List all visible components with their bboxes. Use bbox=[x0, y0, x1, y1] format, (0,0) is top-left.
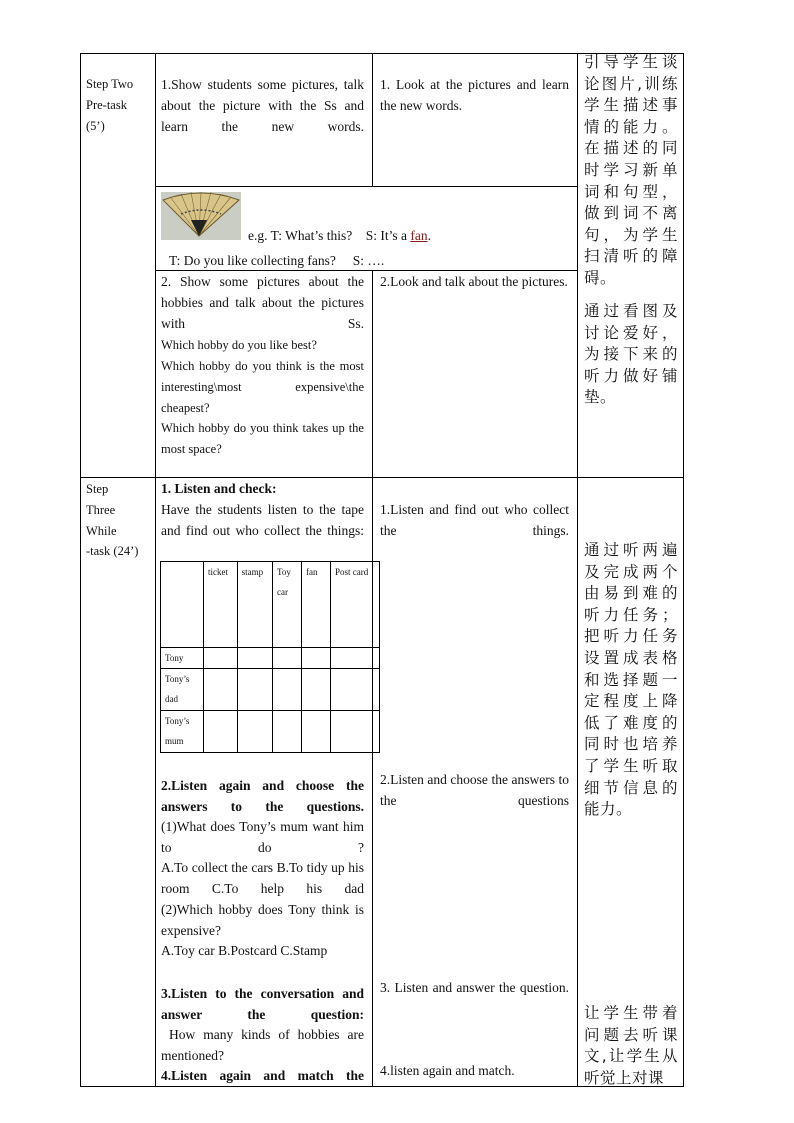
table-row-label: Tony’s mum bbox=[161, 711, 204, 753]
step-three-student-activity-4: 4.listen again and match. bbox=[380, 1063, 515, 1078]
table-row-label: Tony’s dad bbox=[161, 669, 204, 711]
step-two-purpose-1: 引导学生谈论图片,训练学生描述事情的能力。在描述的同时学习新单词和句型，做到词不离句，为学生扫清听的障碍。 bbox=[584, 53, 678, 287]
task2-question-2-options: A.Toy car B.Postcard C.Stamp bbox=[161, 943, 328, 958]
table-border-right bbox=[683, 53, 684, 1087]
table-check-cell[interactable] bbox=[330, 669, 379, 711]
task4-title: 4.Listen again and match the bbox=[161, 1068, 364, 1083]
table-check-cell[interactable] bbox=[301, 648, 330, 669]
step-three-student-activity-2: 2.Listen and choose the answers to the questions bbox=[380, 772, 569, 808]
step-two-question-2: Which hobby do you think is the most interesting\most expensive\the cheapest? bbox=[161, 359, 364, 415]
folding-fan-image bbox=[161, 192, 241, 240]
table-header: Post card bbox=[330, 562, 379, 648]
step-two-purpose-2: 通过看图及讨论爱好，为接下来的听力做好铺垫。 bbox=[584, 302, 678, 407]
table-check-cell[interactable] bbox=[237, 669, 272, 711]
row-divider-main bbox=[80, 477, 684, 478]
table-check-cell[interactable] bbox=[204, 648, 238, 669]
step-two-question-3: Which hobby do you think takes up the most space? bbox=[161, 421, 364, 456]
task1-title: 1. Listen and check: bbox=[161, 481, 277, 496]
col-divider-1 bbox=[155, 53, 156, 1087]
table-check-cell[interactable] bbox=[301, 711, 330, 753]
table-header: Toy car bbox=[272, 562, 301, 648]
fan-vocabulary-word: fan bbox=[410, 228, 428, 243]
col-divider-2a bbox=[372, 53, 373, 187]
table-check-cell[interactable] bbox=[330, 711, 379, 753]
table-check-cell[interactable] bbox=[204, 711, 238, 753]
table-check-cell[interactable] bbox=[301, 669, 330, 711]
task3-question: How many kinds of hobbies are mentioned? bbox=[161, 1027, 364, 1063]
task1-description: Have the students listen to the tape and find out who collect the things: bbox=[161, 502, 364, 538]
table-border-left bbox=[80, 53, 81, 1087]
step-two-label: Step Two Pre-task (5’) bbox=[86, 77, 134, 133]
table-header: stamp bbox=[237, 562, 272, 648]
col-divider-3 bbox=[577, 53, 578, 1087]
table-check-cell[interactable] bbox=[272, 669, 301, 711]
task2-question-1: (1)What does Tony’s mum want him to do ? bbox=[161, 819, 364, 855]
table-row-label: Tony bbox=[161, 648, 204, 669]
table-check-cell[interactable] bbox=[330, 648, 379, 669]
step-two-teacher-activity-2: 2. Show some pictures about the hobbies and talk about the pictures with Ss. bbox=[161, 274, 364, 331]
table-corner-cell bbox=[161, 562, 204, 648]
table-check-cell[interactable] bbox=[204, 669, 238, 711]
step-two-question-1: Which hobby do you like best? bbox=[161, 338, 317, 352]
step-three-student-activity-3: 3. Listen and answer the question. bbox=[380, 980, 569, 995]
example-line-1: e.g. T: What’s this? S: It’s a fan. bbox=[248, 228, 431, 243]
table-header: fan bbox=[301, 562, 330, 648]
step-three-student-activity-1: 1.Listen and find out who collect the things. bbox=[380, 502, 569, 538]
example-line-2: T: Do you like collecting fans? S: …. bbox=[169, 253, 385, 268]
step-two-student-activity-2: 2.Look and talk about the pictures. bbox=[380, 274, 568, 289]
table-check-cell[interactable] bbox=[237, 648, 272, 669]
task2-question-1-options: A.To collect the cars B.To tidy up his room C.To help his dad bbox=[161, 860, 364, 896]
step-three-purpose-2: 让学生带着问题去听课文,让学生从听觉上对课 bbox=[584, 1004, 678, 1087]
row-divider-a bbox=[155, 186, 577, 187]
step-two-teacher-activity-1: 1.Show students some pictures, talk about the picture with the Ss and learn the new words. bbox=[161, 77, 364, 134]
step-three-label: Step Three While -task (24’) bbox=[86, 482, 139, 559]
step-three-purpose-1: 通过听两遍及完成两个由易到难的听力任务；把听力任务设置成表格和选择题一定程度上降低了难度的同时也培养了学生听取细节信息的能力。 bbox=[584, 541, 678, 819]
table-check-cell[interactable] bbox=[272, 711, 301, 753]
task3-title: 3.Listen to the conversation and answer the question: bbox=[161, 986, 364, 1022]
table-header: ticket bbox=[204, 562, 238, 648]
listen-check-table bbox=[160, 561, 380, 753]
table-check-cell[interactable] bbox=[237, 711, 272, 753]
table-check-cell[interactable] bbox=[272, 648, 301, 669]
step-two-student-activity-1: 1. Look at the pictures and learn the new words. bbox=[380, 77, 569, 113]
task2-question-2: (2)Which hobby does Tony think is expensive? bbox=[161, 902, 364, 938]
task2-title: 2.Listen again and choose the answers to the questions. bbox=[161, 778, 364, 814]
